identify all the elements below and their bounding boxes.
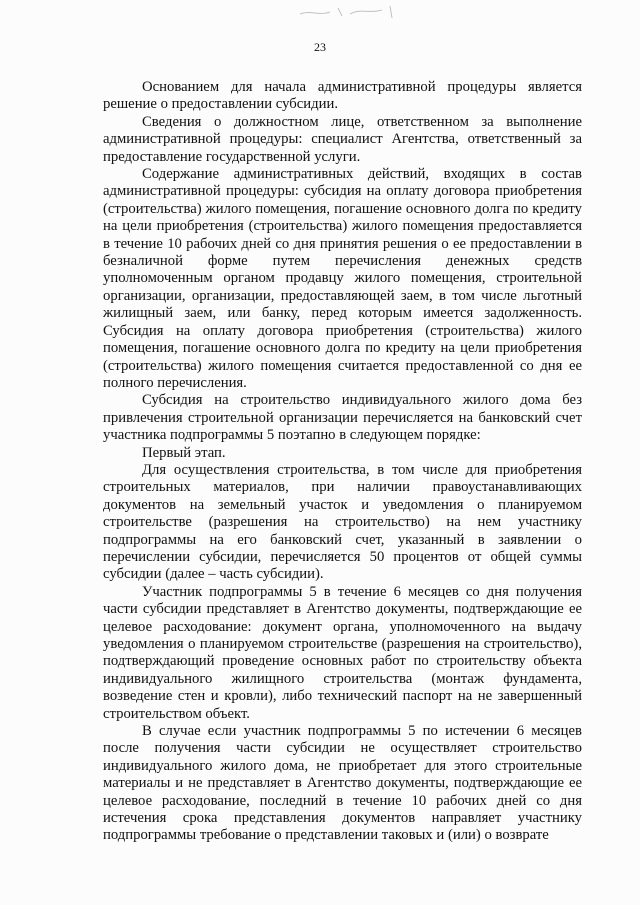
paragraph: Основанием для начала административной процедуры является решение о предоставлении субсидии. (103, 79, 582, 113)
paragraph: Сведения о должностном лице, ответственном за выполнение административной процедуры: специалист Агентства, ответственный за предоставление государственной услуги. (103, 113, 582, 165)
paragraph: Субсидия на строительство индивидуального жилого дома без привлечения строительной организации перечисляется на банковский счет участника подпрограммы 5 поэтапно в следующем порядке: (103, 392, 582, 444)
page-number: 23 (314, 40, 326, 54)
paragraph: Первый этап. (142, 444, 226, 461)
document-body (103, 79, 582, 845)
paragraph: В случае если участник подпрограммы 5 по истечении 6 месяцев после получения части субсидии не осуществляет строительство индивидуального жилого дома, не приобретает для этого строительные материалы и не представляет в Агентство документы, подтверждающие ее целевое расходование, последний в течение 10 рабочих дней со дня истечения срока представления документов направляет участнику подпрограммы требование о представлении таковых и (или) о возврате (103, 723, 582, 844)
scan-artifact-mark (290, 2, 420, 20)
paragraph: Для осуществления строительства, в том числе для приобретения строительных материалов, при наличии правоустанавливающих документов на земельный участок и уведомления о планируемом строительстве (разрешения на строительство) на нем участнику подпрограммы на его банковский счет, указанный в заявлении о перечислении субсидии, перечисляется 50 процентов от общей суммы субсидии (далее – часть субсидии). (103, 461, 582, 583)
paragraph: Участник подпрограммы 5 в течение 6 месяцев со дня получения части субсидии представляет в Агентство документы, подтверждающие ее целевое расходование: документ органа, уполномоченного на выдачу уведомления о планируемом строительстве (разрешения на строительство), подтверждающий проведение основных работ по строительству объекта индивидуального жилищного строительства (монтаж фундамента, возведение стен и кровли), либо технический паспорт на не завершенный строительством объект. (103, 583, 582, 722)
paragraph: Содержание административных действий, входящих в состав административной процедуры: субсидия на оплату договора приобретения (строительства) жилого помещения, погашение основного долга по кредиту на цели приобретения (строительства) жилого помещения предоставляется в течение 10 рабочих дней со дня принятия решения о ее предоставлении в безналичной форме путем перечисления денежных средств уполномоченным органом продавцу жилого помещения, строительной организации, организации, предоставляющей заем, в том числе льготный жилищный заем, или банку, перед которым имеется задолженность. Субсидия на оплату договора приобретения (строительства) жилого помещения, погашение основного долга по кредиту на цели приобретения (строительства) жилого помещения считается предоставленной со дня ее полного перечисления. (103, 166, 582, 391)
